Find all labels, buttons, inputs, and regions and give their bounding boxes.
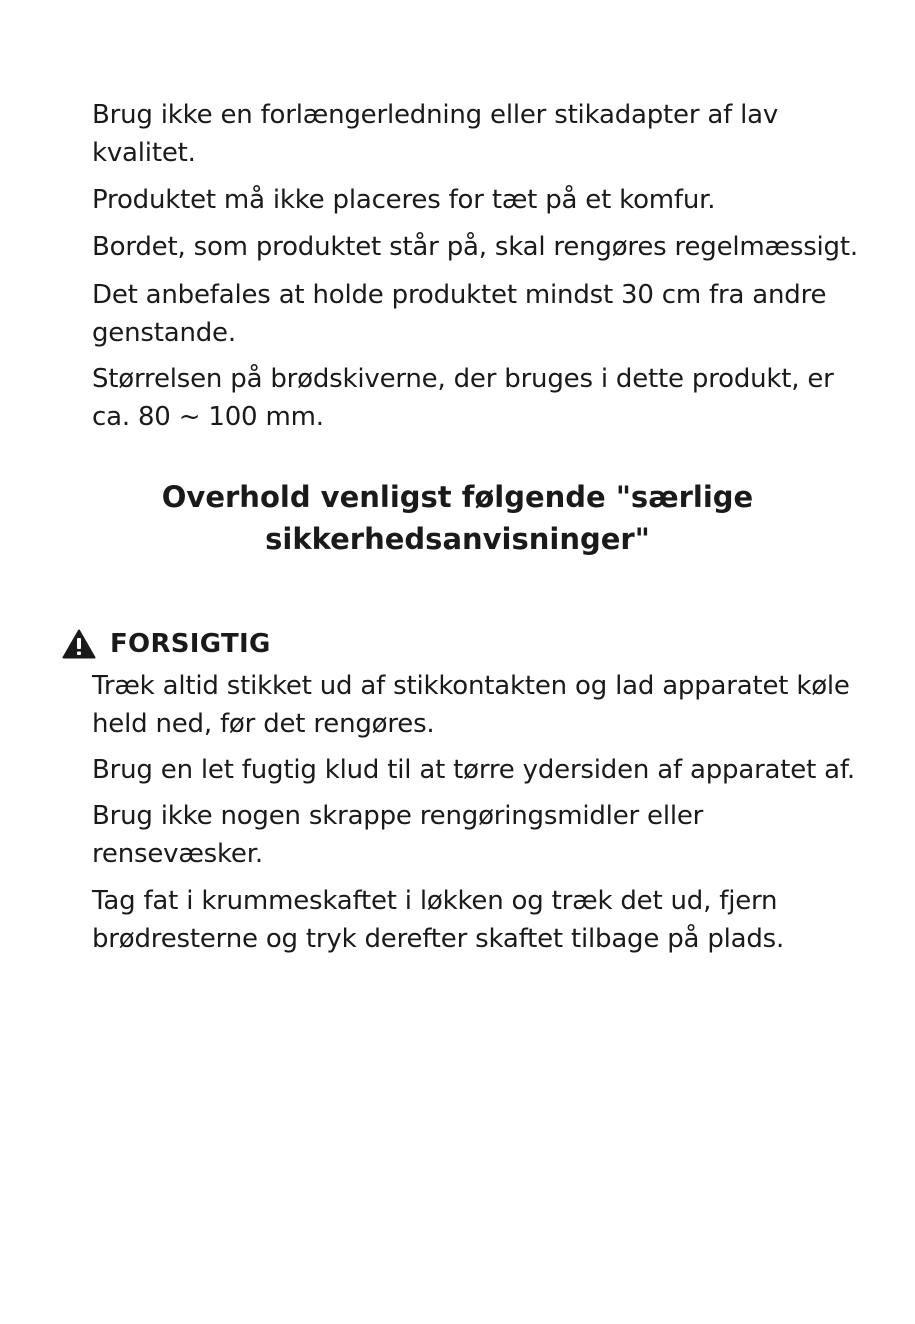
intro-paragraph-4: Det anbefales at holde produktet mindst 30 cm fra andre genstande. xyxy=(92,280,827,348)
section-heading: Overhold venligst følgende "særlige sikkerhedsanvisninger" xyxy=(161,480,754,556)
caution-paragraph-4: Tag fat i krummeskaftet i løkken og træk det ud, fjern brødresterne og tryk derefter skaftet tilbage på plads. xyxy=(92,886,785,954)
intro-paragraph-3: Bordet, som produktet står på, skal rengøres regelmæssigt. xyxy=(92,232,858,262)
caution-paragraph-1: Træk altid stikket ud af stikkontakten og lad apparatet køle held ned, før det rengøres. xyxy=(92,671,850,739)
intro-paragraph-2: Produktet må ikke placeres for tæt på et komfur. xyxy=(92,185,716,215)
caution-paragraph-2: Brug en let fugtig klud til at tørre ydersiden af apparatet af. xyxy=(92,755,855,785)
intro-paragraph-1: Brug ikke en forlængerledning eller stikadapter af lav kvalitet. xyxy=(92,100,779,168)
caution-paragraph-3: Brug ikke nogen skrappe rengøringsmidler eller rensevæsker. xyxy=(92,801,704,869)
intro-paragraph-5: Størrelsen på brødskiverne, der bruges i dette produkt, er ca. 80 ~ 100 mm. xyxy=(92,364,834,432)
caution-label: FORSIGTIG xyxy=(110,629,271,659)
warning-triangle-icon xyxy=(62,629,96,659)
caution-header xyxy=(62,622,271,666)
